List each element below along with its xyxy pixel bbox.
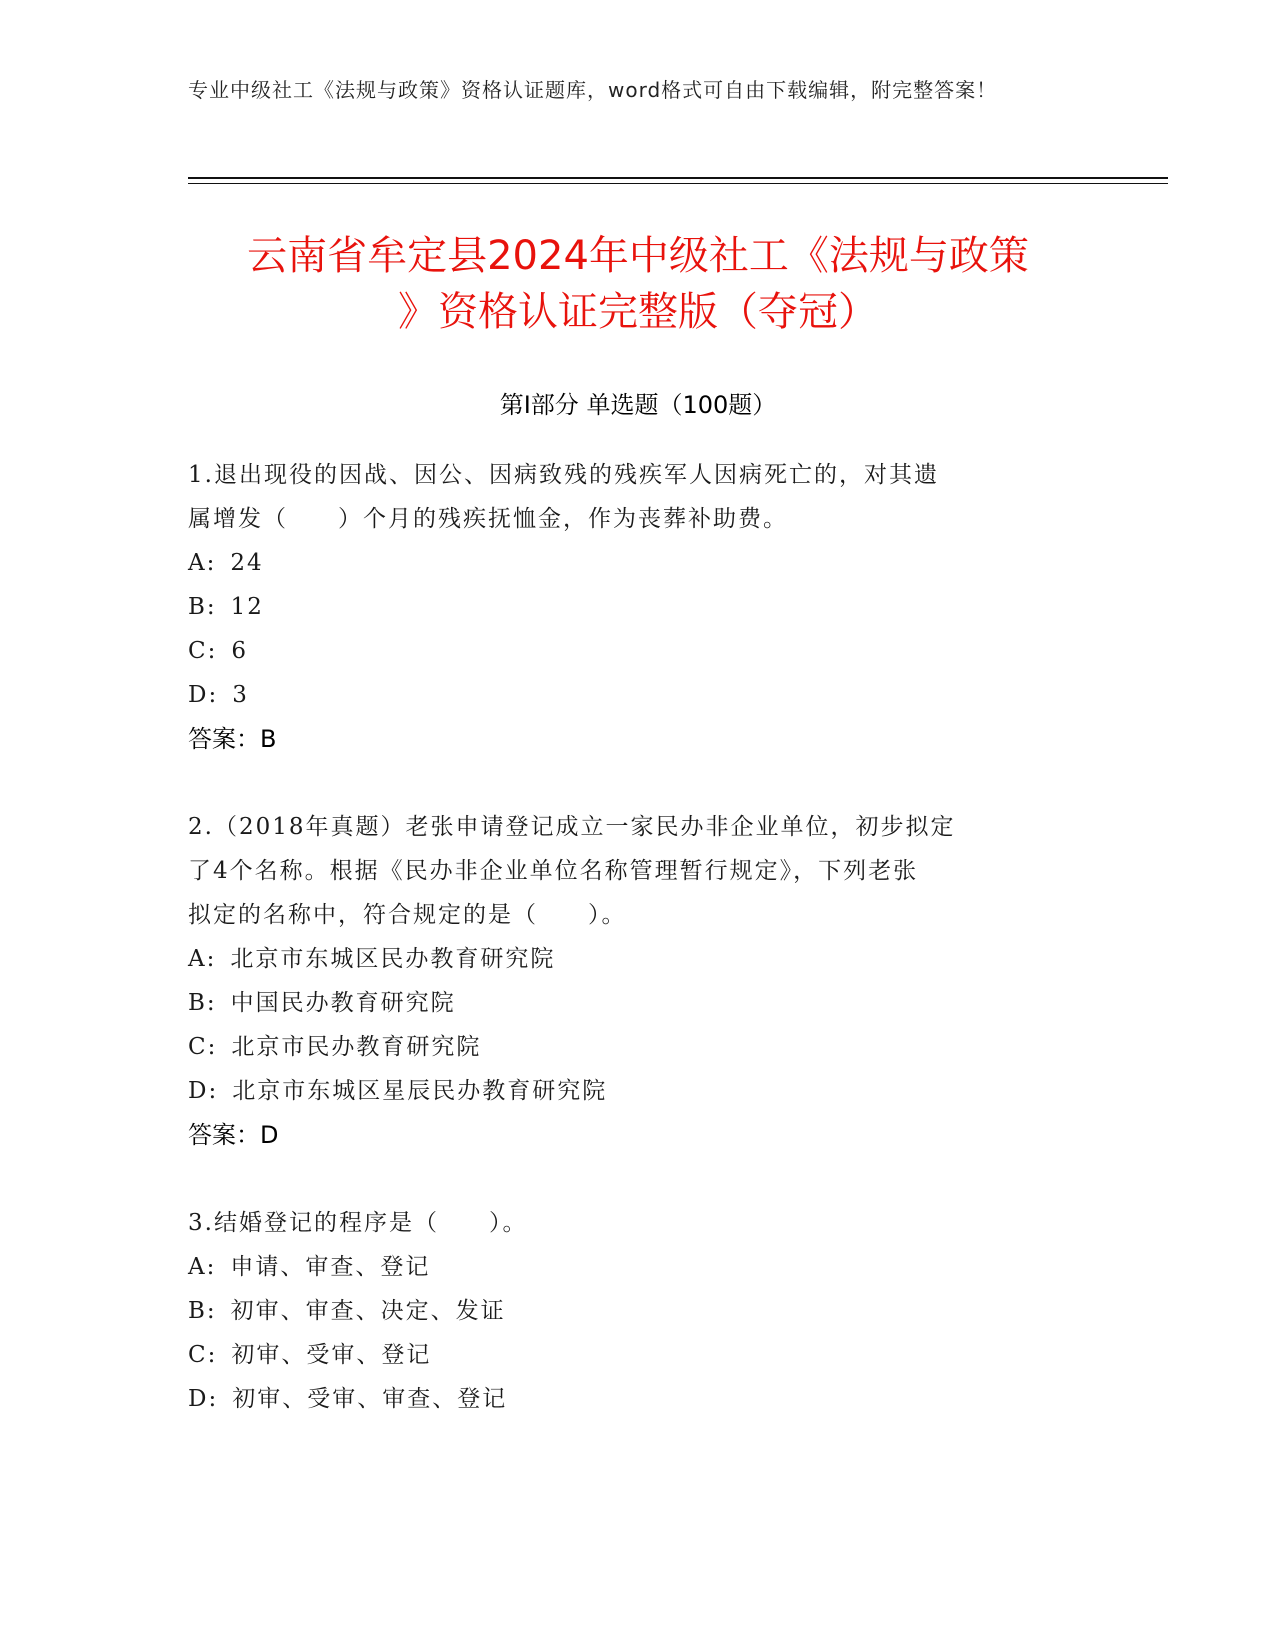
answer: 答案：D xyxy=(188,1121,279,1149)
option-letter: B: xyxy=(188,594,217,620)
option-letter: B: xyxy=(188,1298,217,1324)
option-letter: C: xyxy=(188,1342,218,1368)
option-text: 北京市民办教育研究院 xyxy=(231,1034,482,1060)
option-text: 初审、受审、审查、登记 xyxy=(232,1386,508,1412)
question-text-line: 拟定的名称中，符合规定的是（ ）。 xyxy=(188,902,627,928)
option-letter: A: xyxy=(188,1254,217,1280)
header-rule-thin xyxy=(188,183,1168,184)
option-text: 中国民办教育研究院 xyxy=(230,990,456,1016)
option-d xyxy=(188,672,1068,718)
option-letter: D: xyxy=(188,1078,219,1104)
option-letter: C: xyxy=(188,1034,218,1060)
option-text: 申请、审查、登记 xyxy=(230,1254,431,1280)
question-text-line: 了4个名称。根据《民办非企业单位名称管理暂行规定》，下列老张 xyxy=(188,858,919,884)
option-letter: C: xyxy=(188,638,218,664)
option-c xyxy=(188,628,1068,674)
option-text: 北京市东城区星辰民办教育研究院 xyxy=(232,1078,608,1104)
option-a xyxy=(188,540,1068,586)
option-text: 24 xyxy=(230,550,264,576)
option-b xyxy=(188,980,1068,1026)
header-rule-thick xyxy=(188,177,1168,179)
option-text: 北京市东城区民办教育研究院 xyxy=(230,946,556,972)
document-title-line1: 云南省牟定县2024年中级社工《法规与政策 xyxy=(247,233,1029,279)
option-c xyxy=(188,1332,1068,1378)
question-text-line: 3.结婚登记的程序是（ ）。 xyxy=(188,1210,528,1236)
option-text: 3 xyxy=(232,682,249,708)
option-letter: B: xyxy=(188,990,217,1016)
option-b xyxy=(188,584,1068,630)
header-note: 专业中级社工《法规与政策》资格认证题库，word格式可自由下载编辑，附完整答案！ xyxy=(188,78,998,102)
option-text: 初审、审查、决定、发证 xyxy=(230,1298,506,1324)
option-letter: D: xyxy=(188,682,219,708)
option-d xyxy=(188,1376,1068,1422)
question-text-line: 属增发（ ）个月的残疾抚恤金，作为丧葬补助费。 xyxy=(188,506,788,532)
document-title-line2: 》资格认证完整版（夺冠） xyxy=(398,289,878,335)
option-a xyxy=(188,1244,1068,1290)
option-text: 6 xyxy=(231,638,248,664)
option-b xyxy=(188,1288,1068,1334)
option-a xyxy=(188,936,1068,982)
option-letter: D: xyxy=(188,1386,219,1412)
document-title xyxy=(188,228,1088,340)
answer: 答案：B xyxy=(188,725,277,753)
option-letter: A: xyxy=(188,550,217,576)
section-heading: 第Ⅰ部分 单选题（100题） xyxy=(499,391,777,419)
option-letter: A: xyxy=(188,946,217,972)
question-text-line: 1.退出现役的因战、因公、因病致残的残疾军人因病死亡的，对其遗 xyxy=(188,462,939,488)
option-text: 12 xyxy=(230,594,264,620)
question-text-line: 2.（2018年真题）老张申请登记成立一家民办非企业单位，初步拟定 xyxy=(188,814,956,840)
option-text: 初审、受审、登记 xyxy=(231,1342,432,1368)
option-c xyxy=(188,1024,1068,1070)
option-d xyxy=(188,1068,1068,1114)
